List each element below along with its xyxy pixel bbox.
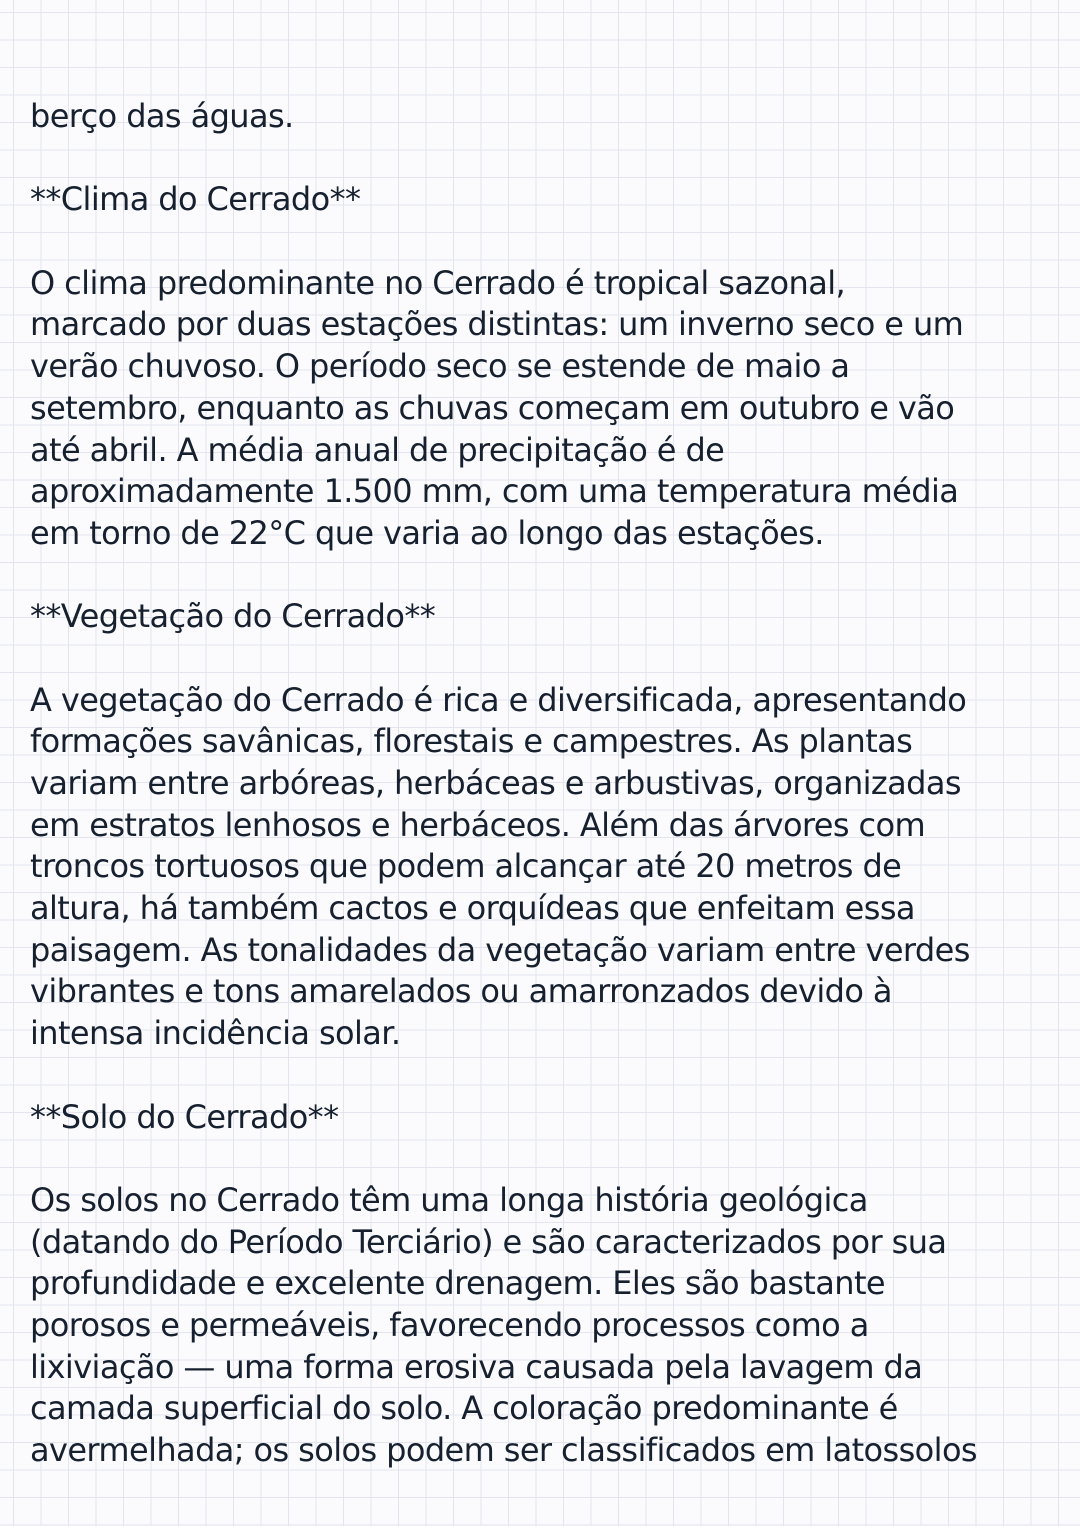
paragraph-spacer xyxy=(30,138,1070,180)
paragraph-spacer xyxy=(30,221,1070,263)
text-line: Os solos no Cerrado têm uma longa história geológica xyxy=(30,1180,868,1219)
text-line: intensa incidência solar. xyxy=(30,1014,401,1053)
text-line: **Vegetação do Cerrado** xyxy=(30,597,436,636)
document-body xyxy=(30,96,1070,1472)
text-line: **Solo do Cerrado** xyxy=(30,1097,339,1136)
section-heading xyxy=(30,596,1070,638)
text-line: porosos e permeáveis, favorecendo processos como a xyxy=(30,1305,869,1344)
text-line: O clima predominante no Cerrado é tropical sazonal, xyxy=(30,263,846,302)
section-heading xyxy=(30,1097,1070,1139)
text-line: até abril. A média anual de precipitação é de xyxy=(30,430,725,469)
text-line: em torno de 22°C que varia ao longo das estações. xyxy=(30,513,824,552)
text-line: verão chuvoso. O período seco se estende de maio a xyxy=(30,347,850,386)
text-line: setembro, enquanto as chuvas começam em outubro e vão xyxy=(30,388,955,427)
text-line: camada superficial do solo. A coloração predominante é xyxy=(30,1389,898,1428)
text-line: em estratos lenhosos e herbáceos. Além das árvores com xyxy=(30,805,926,844)
text-line: variam entre arbóreas, herbáceas e arbustivas, organizadas xyxy=(30,764,961,802)
paragraph xyxy=(30,96,1070,138)
text-line: aproximadamente 1.500 mm, com uma temperatura média xyxy=(30,472,959,511)
text-line: profundidade e excelente drenagem. Eles são bastante xyxy=(30,1264,885,1303)
text-line: (datando do Período Terciário) e são caracterizados por sua xyxy=(30,1222,947,1261)
text-line: marcado por duas estações distintas: um inverno seco e um xyxy=(30,305,964,344)
section-heading xyxy=(30,179,1070,221)
text-line: altura, há também cactos e orquídeas que enfeitam essa xyxy=(30,889,915,928)
paragraph-spacer xyxy=(30,638,1070,680)
text-line: lixiviação — uma forma erosiva causada pela lavagem da xyxy=(30,1347,923,1386)
paragraph xyxy=(30,1180,1070,1472)
paragraph-spacer xyxy=(30,1055,1070,1097)
paragraph-spacer xyxy=(30,1138,1070,1180)
text-line: paisagem. As tonalidades da vegetação variam entre verdes xyxy=(30,930,970,969)
text-line: formações savânicas, florestais e campestres. As plantas xyxy=(30,722,913,761)
text-line: **Clima do Cerrado** xyxy=(30,180,361,219)
paragraph-spacer xyxy=(30,555,1070,597)
text-line: troncos tortuosos que podem alcançar até 20 metros de xyxy=(30,847,902,886)
text-line: berço das águas. xyxy=(30,97,294,135)
text-line: vibrantes e tons amarelados ou amarronzados devido à xyxy=(30,972,892,1011)
paragraph xyxy=(30,680,1070,1055)
text-line: avermelhada; os solos podem ser classificados em latossolos xyxy=(30,1431,977,1469)
text-line: A vegetação do Cerrado é rica e diversificada, apresentando xyxy=(30,680,967,719)
paragraph xyxy=(30,263,1070,555)
